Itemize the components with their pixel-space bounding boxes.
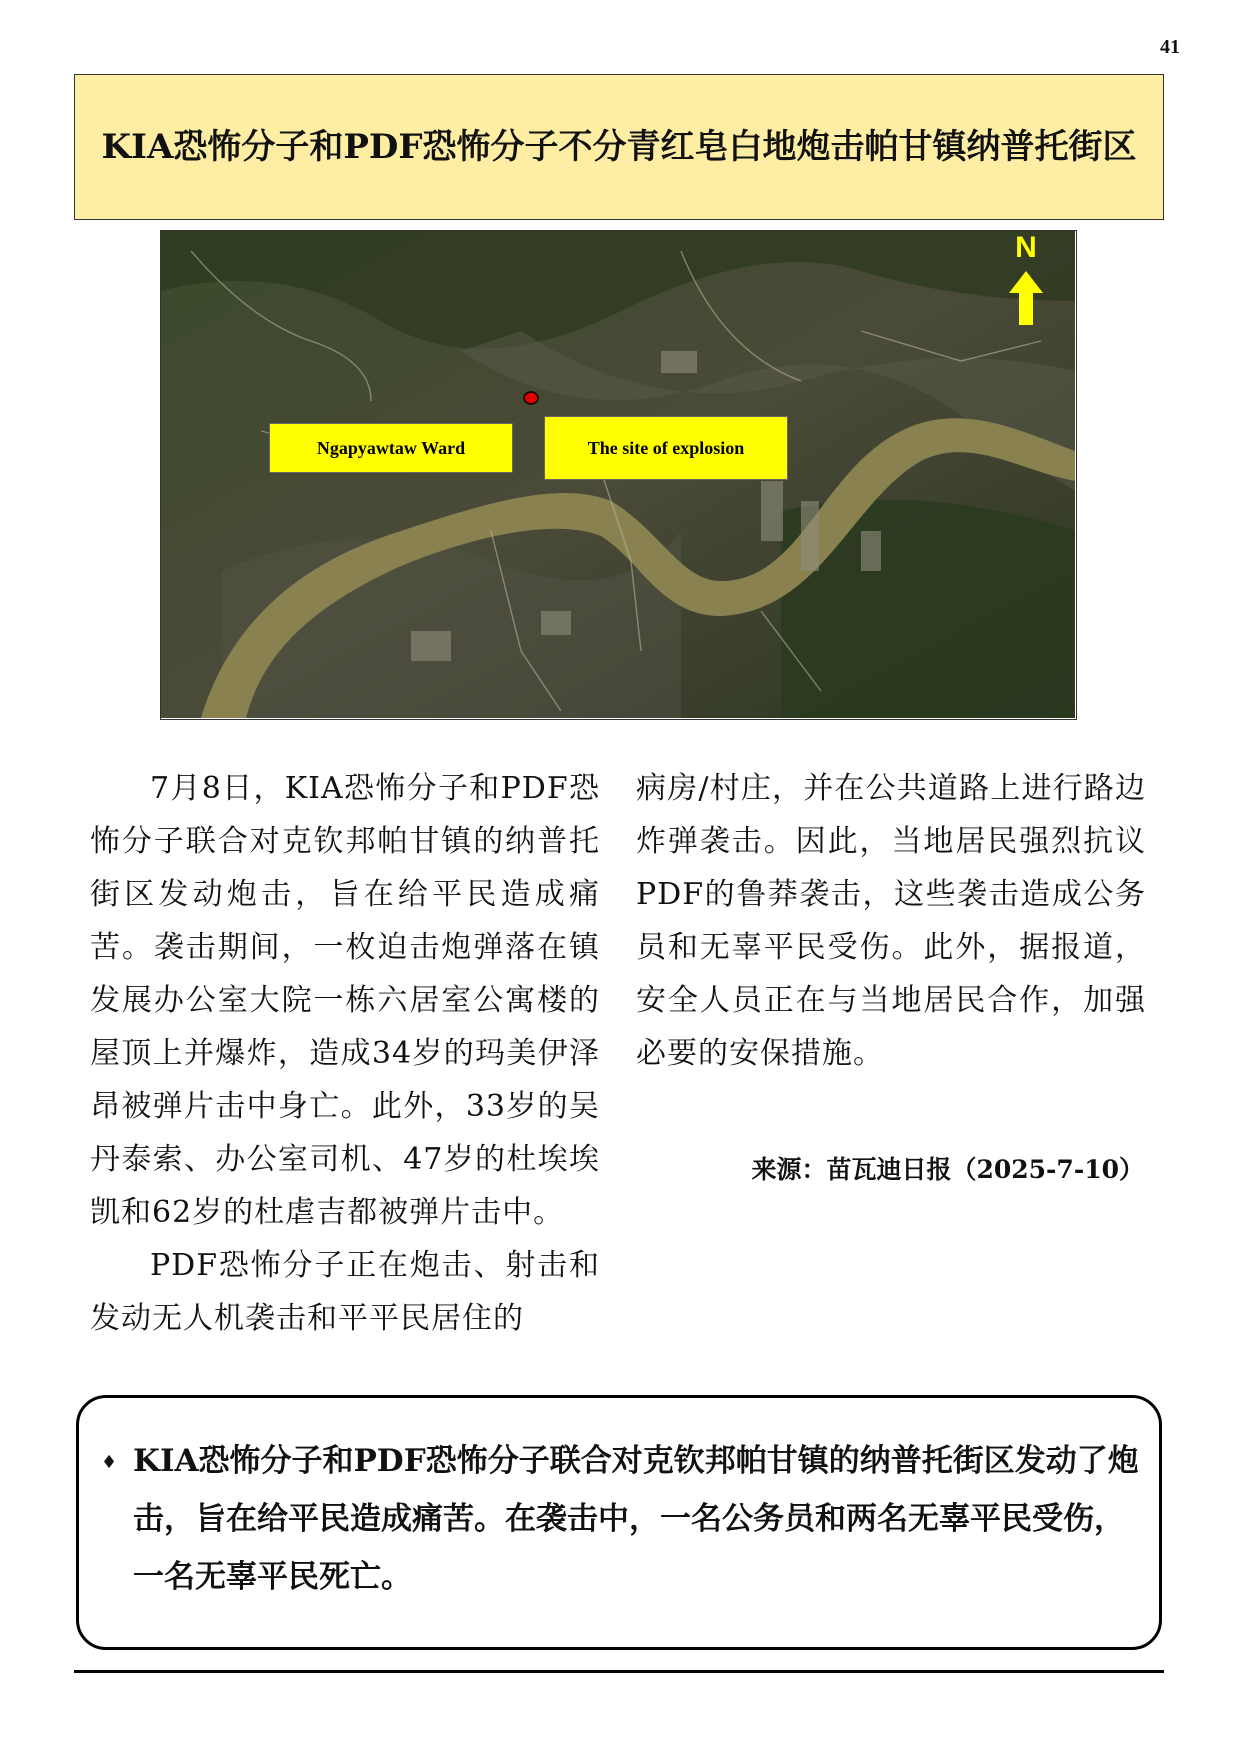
- north-indicator: [1001, 231, 1051, 351]
- explosion-site-label: The site of explosion: [544, 416, 788, 480]
- article-paragraph-1: 7月8日，KIA恐怖分子和PDF恐怖分子联合对克钦邦帕甘镇的纳普托街区发动炮击，旨在给平民造成痛苦。袭击期间，一枚迫击炮弹落在镇发展办公室大院一栋六居室公寓楼的屋顶上并爆炸，造成34岁的玛美伊泽昂被弹片击中身亡。此外，33岁的吴丹泰索、办公室司机、47岁的杜埃埃凯和62岁的杜虐吉都被弹片击中。: [90, 771, 600, 1230]
- article-left-column: [90, 762, 600, 1345]
- summary-box: [76, 1395, 1162, 1650]
- article-paragraph-2-start: PDF恐怖分子正在炮击、射击和发动无人机袭击和平平民居住的: [90, 1248, 600, 1336]
- bottom-divider: [74, 1670, 1164, 1673]
- satellite-map: [160, 230, 1077, 720]
- article-source: 来源：苗瓦迪日报（2025-7-10）: [751, 1155, 1144, 1184]
- ward-label: Ngapyawtaw Ward: [269, 423, 513, 473]
- north-label: N: [1015, 231, 1037, 264]
- north-arrow-icon: [1001, 231, 1051, 351]
- article-right-column: [636, 762, 1146, 1080]
- page-title: KIA恐怖分子和PDF恐怖分子不分青红皂白地炮击帕甘镇纳普托街区: [101, 127, 1137, 167]
- title-banner: [74, 74, 1164, 220]
- article-paragraph-2-end: 病房/村庄，并在公共道路上进行路边炸弹袭击。因此，当地居民强烈抗议PDF的鲁莽袭击，这些袭击造成公务员和无辜平民受伤。此外，据报道，安全人员正在与当地居民合作，加强必要的安保措施。: [636, 771, 1146, 1071]
- diamond-bullet-icon: ♦: [101, 1452, 118, 1473]
- summary-text: KIA恐怖分子和PDF恐怖分子联合对克钦邦帕甘镇的纳普托街区发动了炮击，旨在给平民造成痛苦。在袭击中，一名公务员和两名无辜平民受伤，一名无辜平民死亡。: [133, 1443, 1139, 1595]
- page-number: 41: [1160, 36, 1180, 58]
- explosion-marker: [524, 392, 538, 404]
